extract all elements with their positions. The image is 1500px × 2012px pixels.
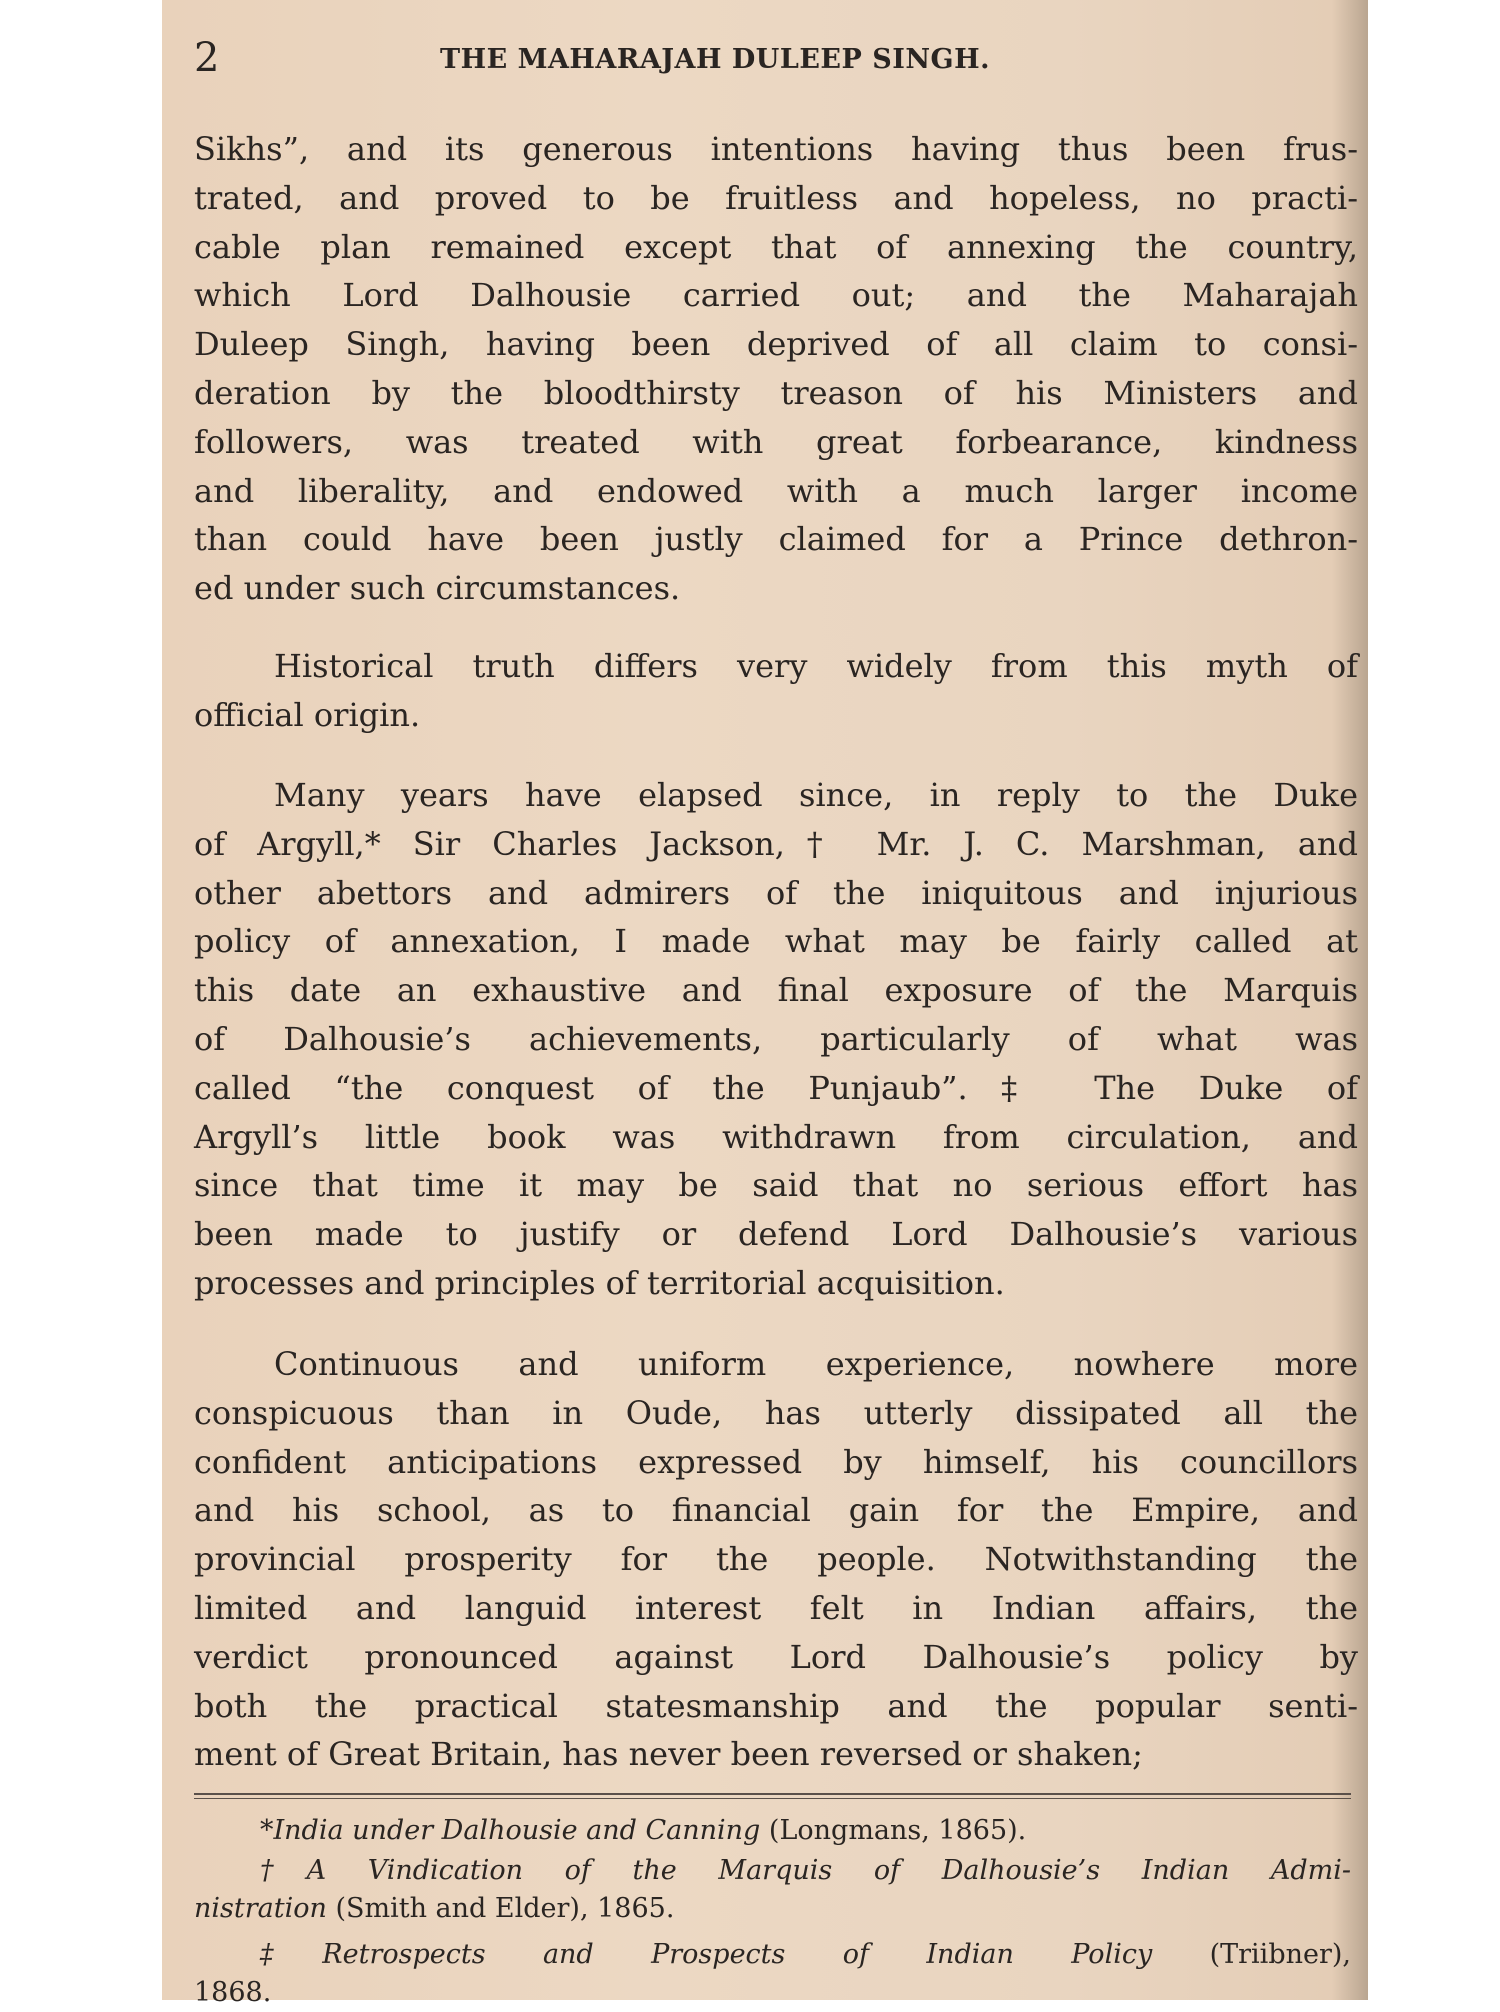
footnote-text: (Smith and Elder), 1865. — [326, 1893, 675, 1924]
footnote-3 — [194, 1936, 1351, 2012]
text-line: cable plan remained except that of annexing the country, — [194, 227, 1358, 266]
paragraph-4 — [194, 1340, 1358, 1779]
text-line: followers, was treated with great forbearance, kindness — [194, 422, 1358, 461]
text-line: confident anticipations expressed by himself, his councillors — [194, 1442, 1358, 1481]
footnote-title: *India under Dalhousie and Canning — [260, 1815, 761, 1846]
text-line: trated, and proved to be fruitless and hopeless, no practi- — [194, 178, 1358, 217]
text-line: which Lord Dalhousie carried out; and the Maharajah — [194, 276, 1358, 315]
text-line: official origin. — [194, 695, 421, 734]
footnote-line — [194, 1974, 1351, 2012]
text-line: since that time it may be said that no serious effort has — [194, 1166, 1358, 1205]
text-line: than could have been justly claimed for a Prince dethron- — [194, 520, 1358, 559]
text-line: of Argyll,* Sir Charles Jackson,† Mr. J. C. Marshman, and — [194, 824, 1358, 863]
text-line: processes and principles of territorial acquisition. — [194, 1263, 1005, 1302]
footnote-line — [194, 1852, 1351, 1890]
footnote-line — [194, 1890, 1351, 1928]
text-line: limited and languid interest felt in Indian affairs, the — [194, 1588, 1358, 1627]
paragraph-2 — [194, 642, 1358, 740]
text-line: been made to justify or defend Lord Dalhousie’s various — [194, 1215, 1358, 1254]
text-line: and liberality, and endowed with a much larger income — [194, 471, 1358, 510]
footnote-title: ‡Retrospects and Prospects of Indian Policy — [260, 1939, 1153, 1970]
text-line: other abettors and admirers of the iniquitous and injurious — [194, 873, 1358, 912]
footnote-text: 1868. — [194, 1977, 272, 2008]
footnote-line — [194, 1936, 1351, 1974]
text-line: Historical truth differs very widely from this myth of — [274, 647, 1358, 685]
text-line: this date an exhaustive and final exposure of the Marquis — [194, 971, 1358, 1010]
footnote-text: (Longmans, 1865). — [760, 1815, 1027, 1846]
text-line: policy of annexation, I made what may be fairly called at — [194, 922, 1358, 961]
footnote-1 — [194, 1812, 1351, 1850]
text-line: Duleep Singh, having been deprived of all claim to consi- — [194, 325, 1358, 364]
paragraph-1 — [194, 125, 1358, 613]
text-line: Sikhs”, and its generous intentions having thus been frus- — [194, 130, 1358, 168]
text-line: ed under such circumstances. — [194, 569, 681, 608]
text-line: both the practical statesmanship and the popular senti- — [194, 1686, 1358, 1725]
footnote-title: †A Vindication of the Marquis of Dalhousie’s Indian Admi- — [260, 1855, 1351, 1886]
text-line: of Dalhousie’s achievements, particularly of what was — [194, 1019, 1358, 1058]
footnote-text: (Triibner), — [1152, 1939, 1351, 1970]
text-line: verdict pronounced against Lord Dalhousie’s policy by — [194, 1637, 1358, 1676]
footnote-line — [194, 1812, 1351, 1850]
paragraph-3 — [194, 771, 1358, 1308]
text-line: conspicuous than in Oude, has utterly dissipated all the — [194, 1393, 1358, 1432]
text-line: deration by the bloodthirsty treason of his Ministers and — [194, 373, 1358, 412]
text-line: and his school, as to financial gain for the Empire, and — [194, 1491, 1358, 1530]
text-line: Continuous and uniform experience, nowhere more — [274, 1345, 1358, 1383]
running-title: THE MAHARAJAH DULEEP SINGH. — [440, 44, 990, 75]
footnote-2 — [194, 1852, 1351, 1928]
page-number: 2 — [194, 35, 220, 81]
footnote-title: nistration — [194, 1893, 327, 1924]
text-line: Many years have elapsed since, in reply to the Duke — [274, 776, 1358, 814]
footnote-rule — [194, 1793, 1351, 1799]
text-line: ment of Great Britain, has never been reversed or shaken; — [194, 1735, 1143, 1774]
text-line: provincial prosperity for the people. Notwithstanding the — [194, 1540, 1358, 1579]
text-line: Argyll’s little book was withdrawn from circulation, and — [194, 1117, 1358, 1156]
text-line: called “the conquest of the Punjaub”.‡ The Duke of — [194, 1068, 1358, 1107]
